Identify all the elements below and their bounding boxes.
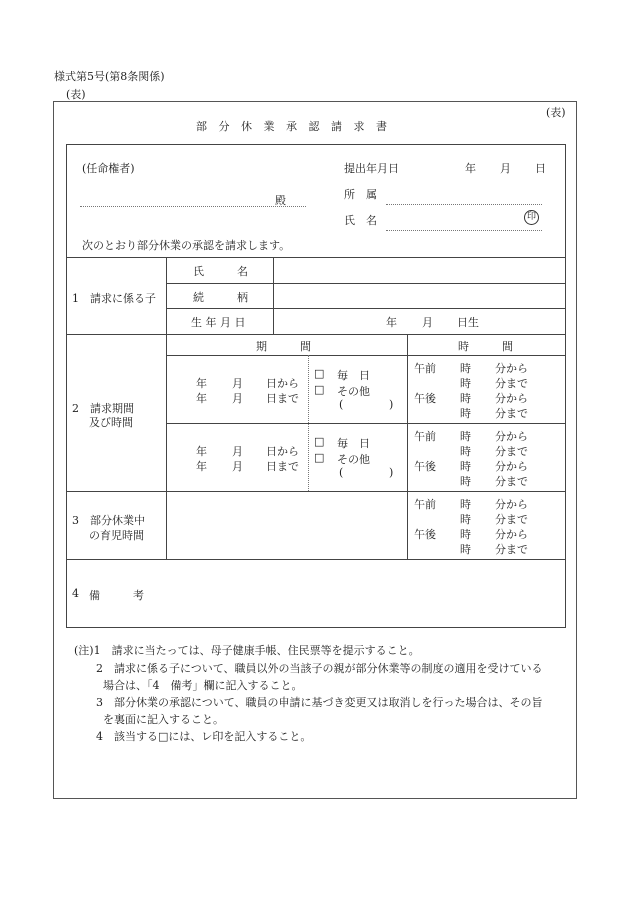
checkbox-daily[interactable]: □ bbox=[314, 435, 325, 448]
note-4: 4 該当する□には、レ印を記入すること。 bbox=[96, 730, 312, 743]
child-relation-label: 続 柄 bbox=[193, 291, 248, 304]
appointer-label: (任命権者) bbox=[82, 162, 135, 175]
note-2: 2 請求に係る子について、職員以外の当該子の親が部分休業等の制度の適用を受けている bbox=[96, 662, 543, 675]
appointer-line bbox=[80, 206, 306, 207]
checkbox-other[interactable]: □ bbox=[314, 451, 325, 464]
section-period-2: 及び時間 bbox=[89, 416, 133, 429]
birth-year: 年 bbox=[386, 316, 397, 329]
checkbox-daily[interactable]: □ bbox=[314, 367, 325, 380]
child-name-label: 氏 名 bbox=[193, 265, 248, 278]
period-header: 期 間 bbox=[256, 340, 311, 353]
seal-mark: 印 bbox=[524, 210, 539, 225]
name-label: 氏 名 bbox=[344, 214, 377, 227]
time-header: 時 間 bbox=[458, 340, 513, 353]
affiliation-label: 所 属 bbox=[344, 188, 377, 201]
child-birth-label: 生 年 月 日 bbox=[191, 316, 246, 329]
section-childcare: 3 部分休業中 bbox=[72, 514, 145, 527]
remarks-label: 備 考 bbox=[89, 589, 144, 602]
submit-year: 年 bbox=[465, 162, 476, 175]
note-3: 3 部分休業の承認について、職員の申請に基づき変更又は取消しを行った場合は、その旨 bbox=[96, 696, 543, 709]
submit-month: 月 bbox=[500, 162, 511, 175]
affiliation-line bbox=[386, 204, 542, 205]
note-2b: 場合は、「4 備考」欄に記入すること。 bbox=[103, 679, 303, 692]
birth-month: 月 bbox=[422, 316, 433, 329]
corner-label: (表) bbox=[546, 106, 566, 119]
form-number: 様式第5号(第8条関係) bbox=[54, 70, 165, 83]
note-1: (注)1 請求に当たっては、母子健康手帳、住民票等を提示すること。 bbox=[74, 644, 420, 657]
section-childcare-2: の育児時間 bbox=[89, 529, 144, 542]
side-label: (表) bbox=[66, 88, 86, 101]
request-text: 次のとおり部分休業の承認を請求します。 bbox=[82, 239, 291, 252]
submit-day: 日 bbox=[535, 162, 546, 175]
page-title: 部 分 休 業 承 認 請 求 書 bbox=[196, 120, 391, 133]
section-child: 1 請求に係る子 bbox=[72, 292, 156, 305]
remarks-num: 4 bbox=[72, 587, 79, 600]
submit-date-label: 提出年月日 bbox=[344, 162, 399, 175]
birth-suffix: 日生 bbox=[457, 316, 479, 329]
section-period: 2 請求期間 bbox=[72, 402, 134, 415]
honorific: 殿 bbox=[275, 194, 286, 207]
note-3b: を裏面に記入すること。 bbox=[103, 713, 224, 726]
name-line bbox=[386, 230, 542, 231]
checkbox-other[interactable]: □ bbox=[314, 383, 325, 396]
